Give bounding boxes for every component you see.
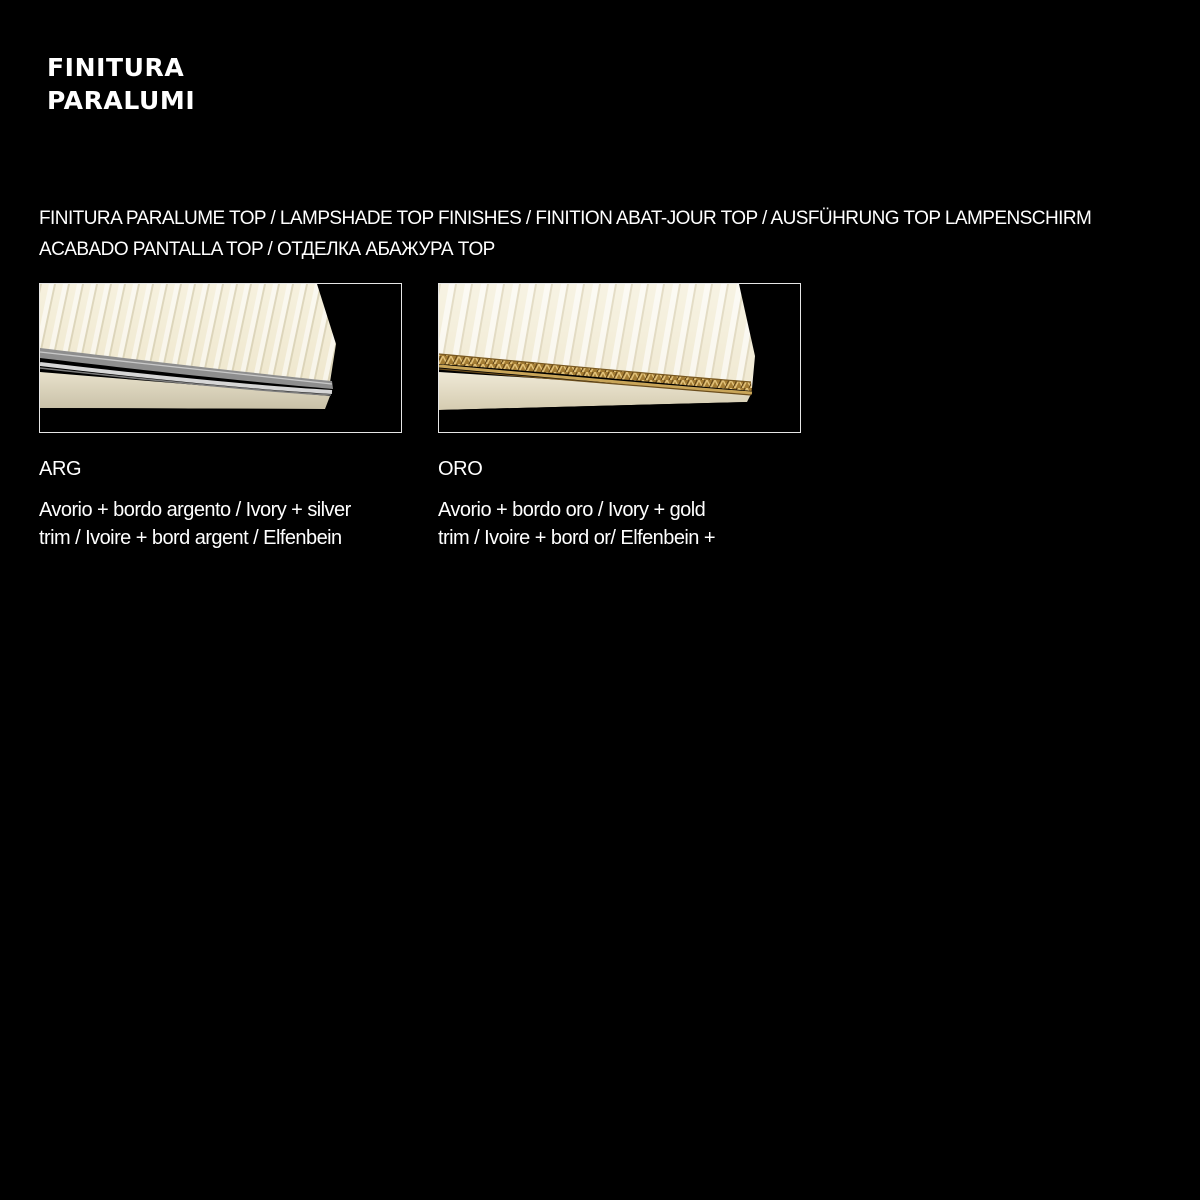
finish-description-arg-line-1: Avorio + bordo argento / Ivory + silver: [39, 499, 351, 521]
finish-description-oro-line-2: trim / Ivoire + bord or/ Elfenbein +: [438, 527, 716, 549]
page-heading-line-2: PARALUMI: [47, 86, 196, 115]
section-title: [39, 203, 1189, 265]
finish-code-oro: ORO: [438, 458, 483, 480]
finish-description-arg: [39, 496, 402, 552]
page-heading-line-1: FINITURA: [47, 53, 185, 82]
section-title-line-2: ACABADO PANTALLA TOP / ОТДЕЛКА АБАЖУРА TOP: [39, 239, 495, 260]
swatch-image-arg: [39, 283, 402, 433]
finish-description-oro: [438, 496, 801, 552]
lampshade-gold-trim-image: [439, 284, 800, 432]
lampshade-silver-trim-image: [40, 284, 401, 432]
page-heading: [47, 51, 195, 117]
section-title-line-1: FINITURA PARALUME TOP / LAMPSHADE TOP FINISHES / FINITION ABAT-JOUR TOP / AUSFÜHRUNG TOP LAMPENSCHIRM: [39, 208, 1092, 229]
finish-description-arg-line-2: trim / Ivoire + bord argent / Elfenbein: [39, 527, 342, 549]
finish-description-oro-line-1: Avorio + bordo oro / Ivory + gold: [438, 499, 706, 521]
finish-swatch-arg: [39, 283, 402, 552]
swatch-image-oro: [438, 283, 801, 433]
finish-swatch-oro: [438, 283, 801, 552]
finish-code-arg: ARG: [39, 458, 82, 480]
